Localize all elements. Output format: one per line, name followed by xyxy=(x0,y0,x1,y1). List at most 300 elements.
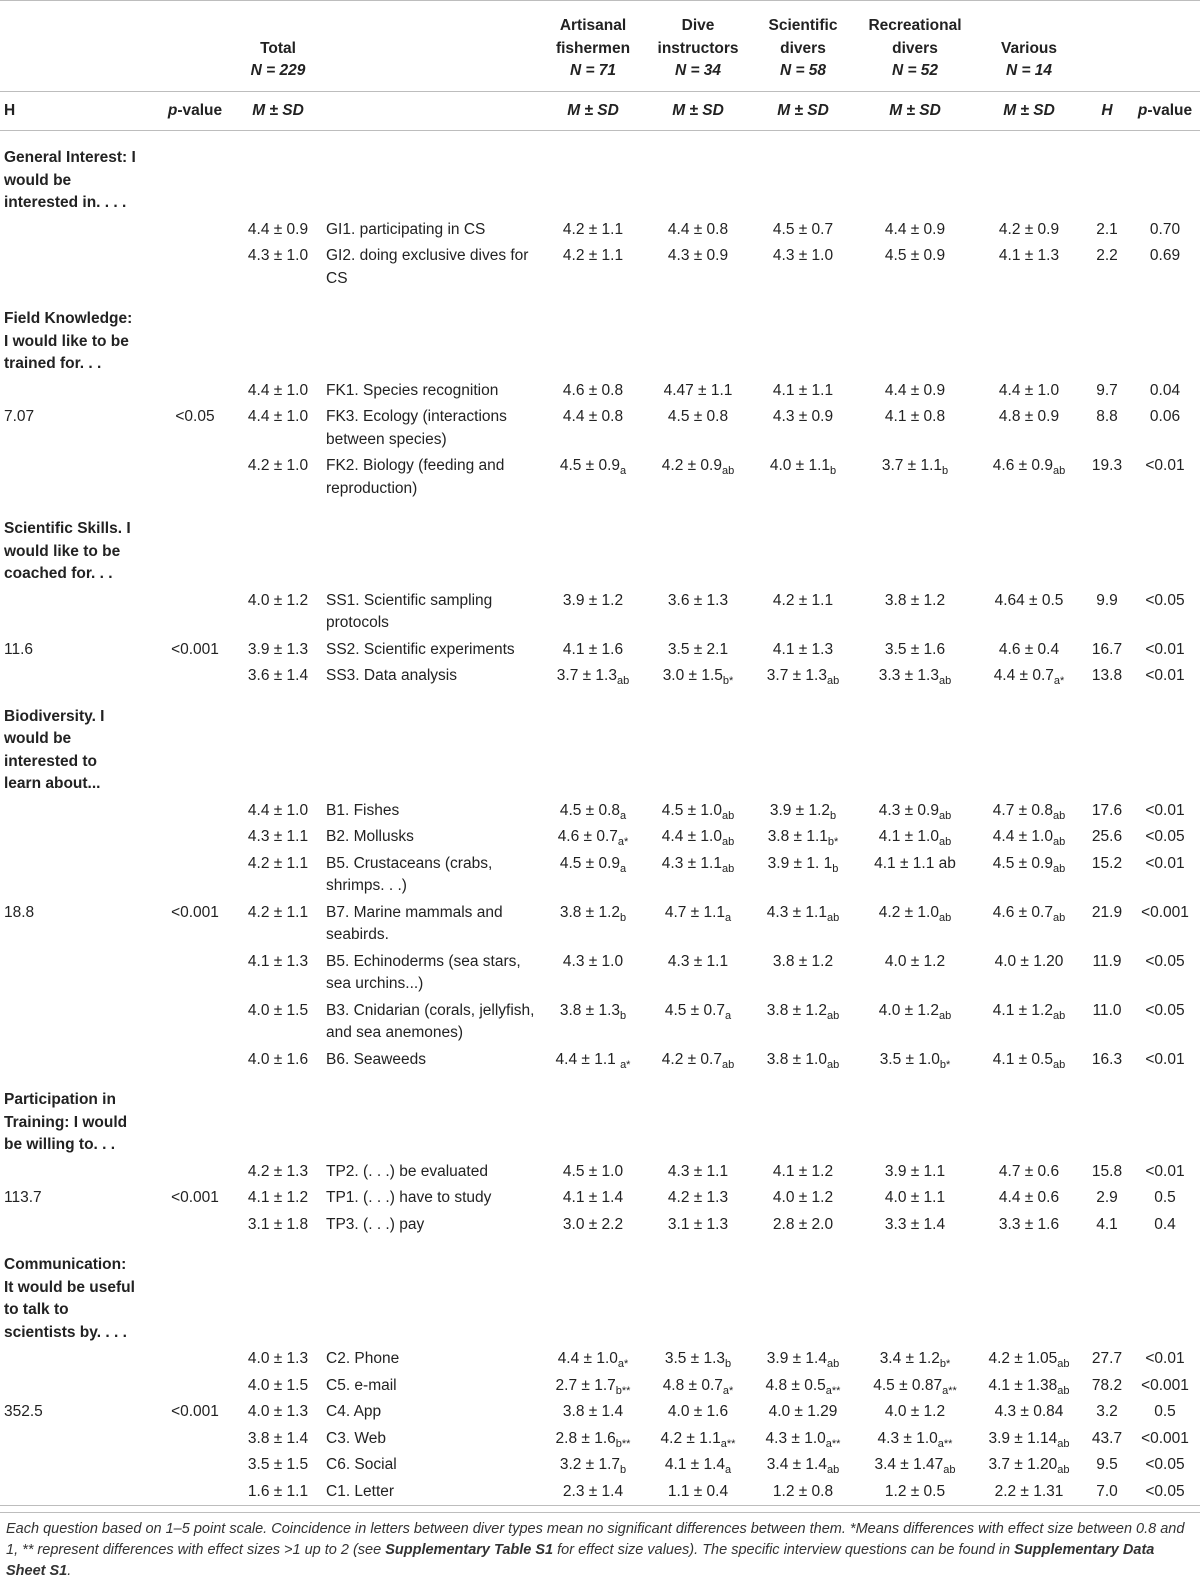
item-label: FK1. Species recognition xyxy=(326,381,499,399)
section-title-line: would be xyxy=(4,171,72,189)
table-row xyxy=(0,453,1200,502)
group-msd xyxy=(974,637,1084,664)
msd-value: 4.6 ± 0.7 xyxy=(992,903,1053,921)
significance-letter: a xyxy=(620,465,627,477)
section-title xyxy=(0,292,156,378)
msd-value: 3.1 ± 1.3 xyxy=(667,1215,729,1233)
h-header: H xyxy=(1101,101,1113,119)
group-msd xyxy=(974,1185,1084,1212)
group-msd xyxy=(974,1373,1084,1400)
significance-letter: b xyxy=(620,1464,627,1476)
msd-value: 3.7 ± 1.3 xyxy=(766,667,827,684)
p-value: <0.05 xyxy=(1145,1456,1185,1473)
group-header: Scientific divers N = 58 xyxy=(768,17,838,79)
significance-letter: ab xyxy=(616,675,630,687)
group-msd xyxy=(974,998,1084,1047)
section-header-row xyxy=(0,292,1200,378)
section-p-value: <0.001 xyxy=(171,1189,219,1206)
msd-value: 4.2 ± 1.1 xyxy=(562,247,624,264)
item-label: GI2. doing exclusive dives for CS xyxy=(326,247,529,287)
significance-letter: b xyxy=(942,465,949,477)
section-p-value xyxy=(156,851,234,900)
p-value: 0.04 xyxy=(1149,381,1181,399)
msd-value: 4.1 ± 1.2 xyxy=(992,1001,1053,1019)
table-row xyxy=(0,663,1200,690)
group-msd xyxy=(856,1047,974,1074)
table-row xyxy=(0,949,1200,998)
group-msd xyxy=(974,1399,1084,1426)
group-msd xyxy=(540,217,646,244)
h-statistic: 17.6 xyxy=(1091,801,1123,819)
significance-letter: a* xyxy=(620,1058,631,1071)
section-p-value xyxy=(156,1212,234,1239)
table-row xyxy=(0,1452,1200,1479)
total-msd: 4.2 ± 1.1 xyxy=(247,903,309,921)
group-msd xyxy=(750,1479,856,1506)
msd-value: 4.8 ± 0.7 xyxy=(662,1376,723,1394)
msd-value: 3.8 ± 1.1 xyxy=(767,828,828,845)
msd-value: 4.2 ± 1.1 xyxy=(562,220,624,238)
section-title-line: Scientific Skills. I xyxy=(4,520,131,537)
group-msd xyxy=(974,798,1084,825)
p-value: 0.06 xyxy=(1149,408,1181,425)
significance-letter: ab xyxy=(826,1358,840,1370)
msd-value: 4.1 ± 1.38 xyxy=(988,1376,1058,1394)
section-h-value xyxy=(0,824,156,851)
table-row xyxy=(0,1479,1200,1506)
group-msd xyxy=(856,851,974,900)
msd-value: 4.1 ± 1.4 xyxy=(664,1456,726,1473)
group-msd xyxy=(974,851,1084,900)
total-msd: 4.4 ± 0.9 xyxy=(247,220,309,238)
section-p-value xyxy=(156,1159,234,1186)
group-msd xyxy=(750,1212,856,1239)
msd-value: 4.0 ± 1.29 xyxy=(768,1403,838,1420)
significance-letter: a xyxy=(620,809,627,822)
table-row xyxy=(0,1047,1200,1074)
section-h-value xyxy=(0,1159,156,1186)
table-caption: Each question based on 1–5 point scale. Coincidence in letters between diver types mean no significant differences between them. *Means differences with effect size between 0.8 and 1, ** represent differences with effect sizes >1 up to 2 (see Supplementary Table S1 for effect size values). The specific interview questions can be found in Supplementary Data Sheet S1. xyxy=(0,1512,1200,1582)
section-title xyxy=(0,1238,156,1346)
msd-value: 4.3 ± 1.0 xyxy=(765,1429,826,1447)
msd-value: 4.3 ± 1.0 xyxy=(877,1429,938,1447)
section-title-line: General Interest: I xyxy=(4,149,136,166)
item-label: B1. Fishes xyxy=(326,801,400,819)
group-msd xyxy=(750,851,856,900)
item-label: B7. Marine mammals and seabirds. xyxy=(326,903,503,943)
group-msd xyxy=(540,404,646,453)
significance-letter: a** xyxy=(937,1437,953,1450)
section-h-value xyxy=(0,663,156,690)
msd-value: 4.2 ± 1.1 xyxy=(772,591,834,609)
group-msd xyxy=(856,998,974,1047)
section-header-row xyxy=(0,690,1200,798)
msd-value: 3.8 ± 1.3 xyxy=(559,1001,621,1019)
significance-letter: b xyxy=(725,1358,732,1370)
group-msd xyxy=(646,1185,750,1212)
msd-value: 4.8 ± 0.9 xyxy=(998,408,1060,425)
msd-value: 3.7 ± 1.1 xyxy=(881,457,943,474)
stat-header-row xyxy=(0,91,1200,131)
msd-value: 3.9 ± 1.4 xyxy=(766,1350,827,1367)
p-header: p-value xyxy=(1137,101,1193,119)
p-header: p-value xyxy=(167,101,223,119)
group-msd xyxy=(646,824,750,851)
section-p-value: <0.001 xyxy=(171,1403,219,1420)
section-p-value xyxy=(156,378,234,405)
significance-letter: ab xyxy=(938,836,952,848)
msd-value: 4.1 ± 0.5 xyxy=(992,1050,1053,1068)
group-msd xyxy=(856,1426,974,1453)
section-p-value xyxy=(156,663,234,690)
msd-value: 4.0 ± 1.2 xyxy=(884,1403,946,1420)
total-msd: 4.4 ± 1.0 xyxy=(247,801,309,819)
msd-value: 3.7 ± 1.20 xyxy=(988,1456,1058,1473)
h-statistic: 43.7 xyxy=(1091,1429,1123,1447)
msd-value: 3.3 ± 1.6 xyxy=(998,1215,1060,1233)
msd-header: M ± SD xyxy=(567,101,619,119)
msd-value: 4.6 ± 0.4 xyxy=(998,640,1060,658)
group-msd xyxy=(750,243,856,292)
h-statistic: 9.9 xyxy=(1096,591,1118,609)
section-title-line: scientists by. . . . xyxy=(4,1323,127,1341)
item-label: C2. Phone xyxy=(326,1350,400,1367)
group-msd xyxy=(750,663,856,690)
msd-value: 4.64 ± 0.5 xyxy=(994,591,1064,609)
table-row xyxy=(0,217,1200,244)
group-msd xyxy=(974,1346,1084,1373)
group-msd xyxy=(750,1159,856,1186)
group-msd xyxy=(856,900,974,949)
group-msd xyxy=(856,1159,974,1186)
total-msd: 4.2 ± 1.3 xyxy=(247,1162,309,1180)
section-title-line: interested in. . . . xyxy=(4,194,127,211)
table-row xyxy=(0,851,1200,900)
table-row xyxy=(0,1159,1200,1186)
item-label: C4. App xyxy=(326,1403,382,1420)
group-msd xyxy=(540,851,646,900)
section-header-row xyxy=(0,502,1200,588)
group-msd xyxy=(856,1479,974,1506)
group-msd xyxy=(974,1452,1084,1479)
group-msd xyxy=(750,1346,856,1373)
msd-value: 4.5 ± 0.9 xyxy=(992,854,1053,872)
group-msd xyxy=(974,453,1084,502)
msd-value: 4.1 ± 1.1 ab xyxy=(874,854,956,872)
msd-value: 3.6 ± 1.3 xyxy=(667,591,729,609)
total-msd: 4.0 ± 1.2 xyxy=(247,591,309,609)
significance-letter: a xyxy=(725,911,732,924)
msd-value: 4.2 ± 0.9 xyxy=(661,457,722,474)
significance-letter: a xyxy=(620,862,627,875)
total-msd: 3.1 ± 1.8 xyxy=(247,1215,309,1233)
group-msd xyxy=(856,1346,974,1373)
item-label: B2. Mollusks xyxy=(326,828,414,845)
msd-value: 4.6 ± 0.8 xyxy=(562,381,624,399)
section-header-row xyxy=(0,1238,1200,1346)
significance-letter: ab xyxy=(1057,1464,1070,1476)
msd-value: 4.0 ± 1.1 xyxy=(769,457,831,474)
section-p-value xyxy=(156,1047,234,1074)
h-statistic: 3.2 xyxy=(1096,1403,1118,1420)
msd-value: 4.4 ± 1.0 xyxy=(992,828,1053,845)
group-msd xyxy=(750,900,856,949)
msd-value: 4.5 ± 0.9 xyxy=(559,854,621,872)
total-msd: 4.0 ± 1.3 xyxy=(247,1350,309,1367)
significance-letter: b xyxy=(830,809,837,822)
msd-value: 4.4 ± 1.0 xyxy=(661,828,722,845)
group-msd xyxy=(540,588,646,637)
group-msd xyxy=(974,217,1084,244)
group-msd xyxy=(856,1185,974,1212)
significance-letter: a xyxy=(725,1464,732,1476)
item-label: B6. Seaweeds xyxy=(326,1050,426,1068)
section-p-value: <0.001 xyxy=(171,903,219,921)
msd-value: 4.0 ± 1.1 xyxy=(884,1189,946,1206)
group-msd xyxy=(856,798,974,825)
msd-header: M ± SD xyxy=(252,101,304,119)
h-statistic: 15.8 xyxy=(1091,1162,1123,1180)
item-label: C1. Letter xyxy=(326,1482,395,1500)
section-title-line: learn about... xyxy=(4,775,101,792)
section-title-line: Participation in xyxy=(4,1091,116,1108)
section-h-value xyxy=(0,851,156,900)
msd-value: 3.5 ± 1.6 xyxy=(884,640,946,658)
significance-letter: a xyxy=(725,1009,732,1022)
total-msd: 1.6 ± 1.1 xyxy=(247,1482,309,1500)
significance-letter: b** xyxy=(615,1437,631,1450)
group-header: Various N = 14 xyxy=(1001,39,1057,79)
msd-value: 4.4 ± 0.9 xyxy=(884,220,946,238)
msd-value: 4.6 ± 0.9 xyxy=(992,457,1053,474)
h-statistic: 78.2 xyxy=(1091,1376,1123,1394)
h-header: H xyxy=(4,101,16,119)
significance-letter: b xyxy=(620,911,627,924)
msd-value: 4.7 ± 0.6 xyxy=(998,1162,1060,1180)
msd-value: 4.1 ± 1.1 xyxy=(772,381,834,399)
msd-value: 4.3 ± 1.0 xyxy=(562,952,624,970)
p-value: <0.01 xyxy=(1145,1162,1185,1180)
msd-value: 1.1 ± 0.4 xyxy=(667,1482,729,1500)
msd-value: 4.5 ± 0.7 xyxy=(772,220,834,238)
h-statistic: 16.3 xyxy=(1091,1050,1123,1068)
total-msd: 3.9 ± 1.3 xyxy=(247,640,309,658)
significance-letter: ab xyxy=(938,809,952,822)
h-statistic: 16.7 xyxy=(1091,640,1123,658)
group-msd xyxy=(750,1426,856,1453)
group-msd xyxy=(646,798,750,825)
group-msd xyxy=(540,1346,646,1373)
significance-letter: ab xyxy=(1052,862,1066,875)
msd-value: 4.1 ± 1.3 xyxy=(772,640,834,658)
p-value: <0.01 xyxy=(1145,1350,1185,1367)
h-statistic: 19.3 xyxy=(1091,457,1123,474)
table-body xyxy=(0,131,1200,1506)
msd-value: 4.2 ± 1.05 xyxy=(988,1350,1058,1367)
group-msd xyxy=(646,900,750,949)
group-msd xyxy=(750,1452,856,1479)
section-p-value xyxy=(156,949,234,998)
section-title xyxy=(0,502,156,588)
h-statistic: 2.2 xyxy=(1096,247,1118,264)
msd-value: 4.5 ± 0.87 xyxy=(873,1376,943,1394)
group-msd xyxy=(856,663,974,690)
msd-value: 4.1 ± 1.6 xyxy=(562,640,624,658)
group-msd xyxy=(646,1373,750,1400)
section-h-value xyxy=(0,378,156,405)
msd-value: 3.8 ± 1.0 xyxy=(766,1050,827,1068)
significance-letter: ab xyxy=(1052,911,1066,924)
msd-value: 4.2 ± 0.7 xyxy=(661,1050,722,1068)
group-msd xyxy=(646,1399,750,1426)
group-msd xyxy=(646,378,750,405)
section-h-value xyxy=(0,1426,156,1453)
section-h-value: 352.5 xyxy=(4,1403,43,1420)
group-msd xyxy=(750,1047,856,1074)
section-h-value: 18.8 xyxy=(4,903,35,921)
msd-value: 3.5 ± 2.1 xyxy=(667,640,729,658)
msd-header: M ± SD xyxy=(1003,101,1055,119)
table-row xyxy=(0,1399,1200,1426)
section-p-value xyxy=(156,217,234,244)
msd-value: 1.2 ± 0.8 xyxy=(772,1482,834,1500)
msd-value: 3.3 ± 1.3 xyxy=(878,667,939,684)
section-p-value xyxy=(156,243,234,292)
group-msd xyxy=(646,588,750,637)
group-msd xyxy=(750,798,856,825)
group-msd xyxy=(540,453,646,502)
msd-value: 4.0 ± 1.2 xyxy=(772,1189,834,1206)
group-msd xyxy=(646,1479,750,1506)
msd-value: 3.8 ± 1.2 xyxy=(559,903,621,921)
h-statistic: 15.2 xyxy=(1091,854,1123,872)
msd-value: 4.3 ± 0.9 xyxy=(772,408,834,425)
msd-value: 4.5 ± 0.9 xyxy=(559,457,621,474)
significance-letter: ab xyxy=(938,911,952,924)
msd-value: 4.4 ± 1.0 xyxy=(998,381,1060,399)
significance-letter: b xyxy=(830,465,837,477)
group-msd xyxy=(974,663,1084,690)
group-header-row xyxy=(0,1,1200,92)
msd-value: 4.3 ± 1.1 xyxy=(661,854,722,872)
msd-value: 3.4 ± 1.2 xyxy=(879,1350,940,1367)
section-title-line: interested to xyxy=(4,752,98,770)
section-p-value xyxy=(156,1479,234,1506)
group-msd xyxy=(646,1452,750,1479)
group-msd xyxy=(856,404,974,453)
table-row xyxy=(0,404,1200,453)
p-value: <0.001 xyxy=(1141,1376,1189,1394)
group-msd xyxy=(856,1452,974,1479)
item-label: GI1. participating in CS xyxy=(326,220,486,238)
group-msd xyxy=(540,998,646,1047)
section-title xyxy=(0,1073,156,1159)
significance-letter: ab xyxy=(826,675,840,687)
significance-letter: a** xyxy=(942,1384,957,1397)
section-header-row xyxy=(0,131,1200,217)
section-title-line: I would like to be xyxy=(4,332,129,350)
group-msd xyxy=(646,851,750,900)
section-h-value xyxy=(0,453,156,502)
msd-value: 3.0 ± 2.2 xyxy=(562,1215,624,1233)
group-msd xyxy=(540,1399,646,1426)
msd-value: 3.9 ± 1.2 xyxy=(769,801,831,819)
item-label: B5. Echinoderms (sea stars, sea urchins...) xyxy=(326,952,521,992)
group-msd xyxy=(646,1159,750,1186)
section-h-value xyxy=(0,1212,156,1239)
msd-value: 4.5 ± 1.0 xyxy=(661,801,722,819)
group-msd xyxy=(646,1346,750,1373)
msd-value: 3.8 ± 1.2 xyxy=(884,591,946,609)
group-msd xyxy=(540,1373,646,1400)
section-title-line: would like to be xyxy=(4,542,121,560)
section-h-value xyxy=(0,588,156,637)
significance-letter: ab xyxy=(826,1464,840,1476)
p-value: <0.001 xyxy=(1141,1429,1189,1447)
item-label: C5. e-mail xyxy=(326,1376,397,1394)
msd-value: 4.5 ± 0.9 xyxy=(884,247,946,264)
group-msd xyxy=(540,1479,646,1506)
section-p-value xyxy=(156,798,234,825)
h-statistic: 8.8 xyxy=(1096,408,1118,425)
msd-value: 3.4 ± 1.47 xyxy=(874,1456,944,1473)
item-label: SS1. Scientific sampling protocols xyxy=(326,591,493,631)
section-h-value: 113.7 xyxy=(4,1189,42,1206)
msd-value: 4.0 ± 1.6 xyxy=(667,1403,729,1420)
table-row xyxy=(0,798,1200,825)
table-row xyxy=(0,588,1200,637)
msd-value: 3.7 ± 1.3 xyxy=(556,667,617,684)
msd-value: 3.2 ± 1.7 xyxy=(559,1456,621,1473)
group-msd xyxy=(750,949,856,998)
p-value: 0.5 xyxy=(1154,1403,1176,1420)
significance-letter: a** xyxy=(720,1437,736,1450)
section-h-value xyxy=(0,949,156,998)
significance-letter: ab xyxy=(721,862,735,875)
msd-value: 4.47 ± 1.1 xyxy=(663,381,733,399)
section-title-line: Biodiversity. I xyxy=(4,707,105,725)
total-msd: 3.8 ± 1.4 xyxy=(247,1429,309,1447)
significance-letter: a* xyxy=(617,1358,629,1370)
significance-letter: ab xyxy=(1052,836,1066,848)
msd-value: 4.3 ± 1.1 xyxy=(667,1162,729,1180)
msd-value: 3.4 ± 1.4 xyxy=(766,1456,827,1473)
p-value: <0.01 xyxy=(1145,667,1185,684)
section-title xyxy=(0,690,156,798)
group-msd xyxy=(974,1426,1084,1453)
section-h-value xyxy=(0,1373,156,1400)
msd-value: 4.5 ± 0.7 xyxy=(664,1001,726,1019)
section-p-value xyxy=(156,1426,234,1453)
total-header: Total N = 229 xyxy=(250,39,306,79)
item-label: B5. Crustaceans (crabs, shrimps. . .) xyxy=(326,854,493,894)
msd-value: 4.5 ± 0.8 xyxy=(559,801,621,819)
msd-header: M ± SD xyxy=(777,101,829,119)
h-statistic: 2.9 xyxy=(1096,1189,1118,1206)
item-label: TP3. (. . .) pay xyxy=(326,1215,425,1233)
group-msd xyxy=(540,1212,646,1239)
group-msd xyxy=(750,588,856,637)
total-msd: 4.3 ± 1.1 xyxy=(247,828,309,845)
item-label: SS2. Scientific experiments xyxy=(326,640,515,658)
significance-letter: ab xyxy=(826,1009,840,1022)
section-h-value xyxy=(0,243,156,292)
section-p-value xyxy=(156,998,234,1047)
group-msd xyxy=(856,949,974,998)
p-value: <0.05 xyxy=(1145,1001,1185,1019)
group-msd xyxy=(974,243,1084,292)
total-msd: 4.0 ± 1.5 xyxy=(247,1001,309,1019)
